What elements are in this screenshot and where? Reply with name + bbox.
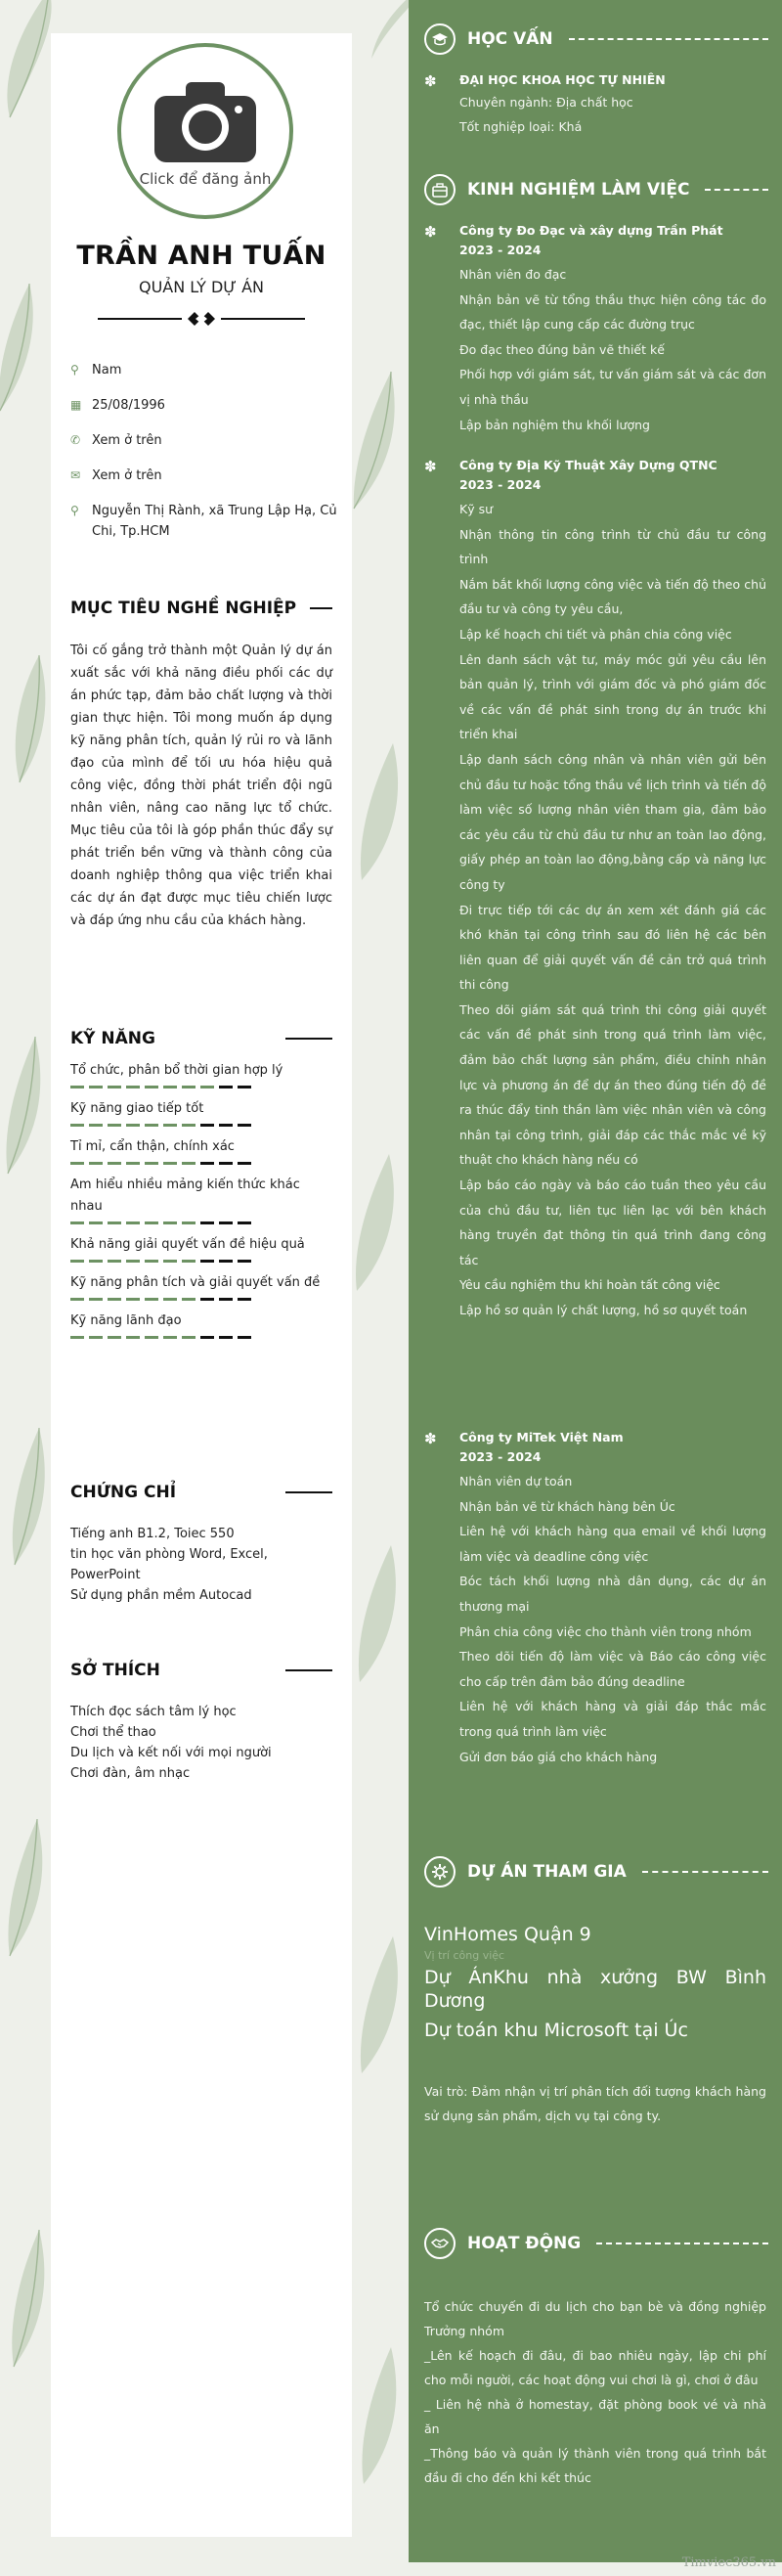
objective-text: Tôi cố gắng trở thành một Quản lý dự án xuất sắc với khả năng điều phối các dự án phức tạp, đảm bảo chất lượng và thời gian thực hiện. Tôi mong muốn áp dụng kỹ năng phân tích, quản lý rủi ro và lãnh đạo của mình để tối ưu hóa hiệu quả công việc, đồng thời phát triển đội ngũ nhân viên, nâng cao năng lực tổ chức. Mục tiêu của tôi là góp phần thúc đẩy sự phát triển bền vững và thành công của doanh nghiệp thông qua việc triển khai các dự án đạt được mục tiêu chiến lược và đáp ứng nhu cầu của khách hàng.: [70, 644, 332, 928]
info-address: [70, 501, 344, 542]
job-details: [459, 497, 766, 1323]
skill-item: [70, 1175, 332, 1224]
skill-item: [70, 1136, 332, 1165]
skill-level-segment: [126, 1086, 140, 1088]
job-line: Nhận bản vẽ từ khách hàng bên Úc: [459, 1498, 675, 1514]
skill-level-segment: [126, 1336, 140, 1339]
job-period: 2023 - 2024: [459, 243, 542, 257]
skill-level-segment: [238, 1124, 251, 1127]
personal-info: [70, 360, 344, 556]
skill-level-segment: [200, 1086, 214, 1088]
job-line: Nhận thông tin công trình từ chủ đầu tư công trình: [459, 526, 766, 567]
skill-item: [70, 1098, 332, 1127]
skill-level-segment: [145, 1221, 158, 1224]
hobbies-heading: [70, 1661, 332, 1680]
job-entry: [424, 456, 766, 1323]
hobby-item: Chơi thể thao: [70, 1725, 156, 1740]
job-line: Đo đạc theo đúng bản vẽ thiết kế: [459, 341, 665, 357]
certificate-item: Sử dụng phần mềm Autocad: [70, 1588, 252, 1603]
skill-level-segment: [182, 1124, 196, 1127]
info-phone: [70, 430, 344, 451]
skill-level-segment: [89, 1124, 103, 1127]
gender-icon: ⚲: [70, 363, 79, 377]
skill-level-segment: [108, 1162, 121, 1165]
skill-level-segment: [219, 1086, 233, 1088]
skill-level-segment: [108, 1260, 121, 1263]
skill-item: [70, 1234, 332, 1263]
briefcase-icon: [424, 174, 456, 205]
job-line: Liên hệ với khách hàng qua email về khối lượng làm việc và deadline công việc: [459, 1524, 766, 1564]
skill-level-segment: [89, 1336, 103, 1339]
skill-level-bar: [70, 1124, 332, 1127]
heading-dash: [569, 38, 768, 40]
address-value: Nguyễn Thị Rành, xã Trung Lập Hạ, Củ Chi, Tp.HCM: [92, 504, 337, 539]
skill-level-segment: [126, 1162, 140, 1165]
activity-line: _ Liên hệ nhà ở homestay, đặt phòng book vé và nhà ăn: [424, 2397, 766, 2436]
skill-level-segment: [108, 1124, 121, 1127]
skill-item: [70, 1060, 332, 1088]
skill-level-segment: [163, 1336, 177, 1339]
skill-level-segment: [89, 1298, 103, 1301]
skill-level-segment: [89, 1162, 103, 1165]
skill-level-segment: [126, 1298, 140, 1301]
heading-rule: [310, 607, 332, 609]
certificate-item: tin học văn phòng Word, Excel, PowerPoint: [70, 1547, 268, 1582]
info-birthday: [70, 395, 344, 416]
skill-level-segment: [70, 1124, 84, 1127]
handshake-icon: [424, 2228, 456, 2259]
skill-level-segment: [238, 1298, 251, 1301]
hobby-item: Thích đọc sách tâm lý học: [70, 1705, 237, 1719]
email-value: Xem ở trên: [92, 468, 162, 483]
skill-level-segment: [163, 1124, 177, 1127]
experience-title: KINH NGHIỆM LÀM VIỆC: [467, 180, 690, 200]
hobby-item: Chơi đàn, âm nhạc: [70, 1766, 191, 1781]
job-line: Lên danh sách vật tư, máy móc gửi yêu cầu lên bản quản lý, trình với giám đốc và phó giám đốc về các vấn đề phát sinh trong dự án trước khi triển khai: [459, 651, 766, 742]
skill-level-segment: [238, 1086, 251, 1088]
skill-level-segment: [145, 1298, 158, 1301]
skill-level-segment: [145, 1086, 158, 1088]
skill-level-segment: [182, 1298, 196, 1301]
job-line: Liên hệ với khách hàng và giải đáp thắc mắc trong quá trình làm việc: [459, 1699, 766, 1739]
skill-level-segment: [163, 1298, 177, 1301]
job-line: Nhận bản vẽ từ tổng thầu thực hiện công tác đo đạc, thiết lập cung cấp các đường trục: [459, 291, 766, 333]
certificates-heading: [70, 1483, 332, 1502]
skill-level-segment: [163, 1086, 177, 1088]
skills-title: KỸ NĂNG: [70, 1029, 155, 1048]
email-icon: ✉: [70, 468, 81, 482]
skill-level-segment: [219, 1162, 233, 1165]
certificates-title: CHỨNG CHỈ: [70, 1483, 177, 1502]
activities-title: HOẠT ĐỘNG: [467, 2234, 582, 2253]
activities-heading: [424, 2228, 782, 2259]
left-column: [51, 33, 352, 2537]
job-company: Công ty MiTek Việt Nam: [459, 1430, 624, 1444]
job-line: Theo dõi tiến độ làm việc và Báo cáo công việc cho cấp trên đảm bảo đúng deadline: [459, 1649, 766, 1689]
job-line: Đi trực tiếp tới các dự án xem xét đánh giá các khó khăn tại công trình sau đó liên hệ các bên liên quan để giải quyết vấn đề cản trở quá trình thi công: [459, 902, 766, 993]
hobbies-list: [70, 1702, 332, 1784]
job-line: Nhân viên đo đạc: [459, 267, 567, 282]
job-details: [459, 1469, 766, 1769]
heading-rule: [285, 1038, 332, 1040]
flower-bullet-icon: ✽: [424, 72, 437, 90]
flower-bullet-icon: ✽: [424, 223, 437, 241]
skill-level-segment: [145, 1260, 158, 1263]
skill-label: Khả năng giải quyết vấn đề hiệu quả: [70, 1237, 305, 1252]
skill-level-segment: [145, 1336, 158, 1339]
skill-level-segment: [219, 1221, 233, 1224]
project-role: Vai trò: Đảm nhận vị trí phân tích đối tượng khách hàng sử dụng sản phẩm, dịch vụ tại công ty.: [424, 2084, 766, 2123]
job-line: Nắm bắt khối lượng công việc và tiến độ theo chủ đầu tư và công ty yêu cầu,: [459, 576, 766, 617]
skills-heading: [70, 1029, 332, 1048]
job-line: Lập kế hoạch chi tiết và phân chia công việc: [459, 626, 732, 642]
skill-level-segment: [200, 1221, 214, 1224]
info-gender: [70, 360, 344, 380]
graduation-cap-icon: [424, 23, 456, 55]
education-major: Chuyên ngành: Địa chất học: [459, 95, 633, 110]
skill-level-segment: [70, 1298, 84, 1301]
skill-level-segment: [200, 1336, 214, 1339]
phone-icon: ✆: [70, 433, 81, 447]
skill-level-segment: [108, 1221, 121, 1224]
skill-level-bar: [70, 1298, 332, 1301]
objective-heading: [70, 599, 332, 618]
skills-list: [70, 1060, 332, 1339]
heading-rule: [285, 1669, 332, 1671]
projects-heading: [424, 1856, 782, 1888]
skill-level-segment: [108, 1298, 121, 1301]
heading-dash: [705, 189, 768, 191]
skill-label: Kỹ năng giao tiếp tốt: [70, 1101, 204, 1116]
skill-level-segment: [89, 1086, 103, 1088]
phone-value: Xem ở trên: [92, 433, 162, 448]
skill-level-segment: [108, 1086, 121, 1088]
skill-level-segment: [219, 1124, 233, 1127]
job-company: Công ty Đo Đạc và xây dựng Trần Phát: [459, 223, 723, 238]
skill-level-segment: [238, 1221, 251, 1224]
skill-level-segment: [200, 1260, 214, 1263]
job-details: [459, 262, 766, 437]
heading-rule: [285, 1491, 332, 1493]
skill-level-segment: [70, 1086, 84, 1088]
gear-icon: [424, 1856, 456, 1888]
projects-title: DỰ ÁN THAM GIA: [467, 1862, 627, 1882]
candidate-name: TRẦN ANH TUẤN: [76, 241, 326, 271]
job-entry: [424, 1428, 766, 1769]
school-name: ĐẠI HỌC KHOA HỌC TỰ NHIÊN: [459, 72, 666, 87]
flower-bullet-icon: ✽: [424, 458, 437, 475]
skill-item: [70, 1310, 332, 1339]
skill-label: Kỹ năng lãnh đạo: [70, 1313, 182, 1328]
skill-level-segment: [200, 1298, 214, 1301]
flower-bullet-icon: ✽: [424, 1430, 437, 1447]
project-item: Dự toán khu Microsoft tại Úc: [424, 2020, 688, 2041]
skill-level-segment: [108, 1336, 121, 1339]
job-line: Nhân viên dự toán: [459, 1474, 573, 1488]
camera-icon: [154, 82, 256, 162]
job-line: Theo dõi giám sát quá trình thi công giải quyết các vấn đề phát sinh trong quá trình làm việc, đảm bảo chất lượng sản phẩm, điều chỉnh nhân lực và phương án để dự án theo đúng tiến độ đề ra thúc đẩy tinh thần làm việc nhân viên và công nhân tại công trình, giải đáp các thắc mắc về kỹ thuật cho khách hàng nếu có: [459, 1001, 766, 1168]
job-line: Bóc tách khối lượng nhà dân dụng, các dự án thương mại: [459, 1574, 766, 1614]
activity-line: _Lên kế hoạch đi đâu, đi bao nhiêu ngày, lập chi phí cho mỗi người, các hoạt động vui chơi là gì, chơi ở đâu: [424, 2348, 766, 2387]
skill-level-segment: [89, 1221, 103, 1224]
skill-level-segment: [200, 1162, 214, 1165]
skill-level-segment: [126, 1221, 140, 1224]
objective-title: MỤC TIÊU NGHỀ NGHIỆP: [70, 599, 297, 618]
skill-level-segment: [163, 1221, 177, 1224]
skill-level-segment: [182, 1086, 196, 1088]
job-line: Phân chia công việc cho thành viên trong nhóm: [459, 1623, 752, 1639]
skill-level-segment: [182, 1260, 196, 1263]
project-faded-label: Vị trí công việc: [424, 1949, 505, 1962]
experience-heading: [424, 174, 782, 205]
certificates-section: [70, 1483, 332, 1606]
job-line: Gửi đơn báo giá cho khách hàng: [459, 1749, 658, 1764]
skill-label: Kỹ năng phân tích và giải quyết vấn đề: [70, 1275, 321, 1290]
hobbies-title: SỞ THÍCH: [70, 1661, 160, 1680]
job-line: Lập báo cáo ngày và báo cáo tuần theo yêu cầu của chủ đầu tư, liên tục liên lạc với bên khách hàng truyền đạt thông tin quá trình đang công tác: [459, 1177, 766, 1267]
job-line: Lập bản nghiệm thu khối lượng: [459, 417, 650, 432]
skill-label: Tổ chức, phân bổ thời gian hợp lý: [70, 1063, 283, 1078]
skill-level-segment: [70, 1336, 84, 1339]
education-entry: [424, 70, 766, 139]
activity-summary: Tổ chức chuyến đi du lịch cho bạn bè và đồng nghiệp Trưởng nhóm: [424, 2299, 766, 2338]
avatar-upload[interactable]: [117, 43, 293, 219]
skill-level-segment: [70, 1221, 84, 1224]
skills-section: [70, 1029, 332, 1349]
watermark: Timviec365.vn: [681, 2555, 776, 2570]
gender-value: Nam: [92, 363, 122, 378]
skill-level-segment: [182, 1162, 196, 1165]
skill-level-segment: [238, 1260, 251, 1263]
education-grade: Tốt nghiệp loại: Khá: [459, 119, 583, 134]
skill-level-segment: [89, 1260, 103, 1263]
heading-dash: [596, 2243, 768, 2244]
job-period: 2023 - 2024: [459, 477, 542, 492]
education-heading: [424, 23, 782, 55]
skill-level-bar: [70, 1260, 332, 1263]
skill-level-segment: [238, 1336, 251, 1339]
objective-section: [70, 599, 332, 932]
job-line: Lập danh sách công nhân và nhân viên gửi bên chủ đầu tư hoặc tổng thầu về lịch trình và tiến độ làm việc số lượng nhân viên tham gia, đảm bảo các yêu cầu từ chủ đầu tư như an toàn lao động, giấy phép an toàn lao động,bằng cấp và năng lực công ty: [459, 751, 766, 892]
info-email: [70, 466, 344, 486]
skill-item: [70, 1272, 332, 1301]
hobbies-section: [70, 1661, 332, 1784]
name-divider: [98, 310, 305, 328]
skill-level-segment: [126, 1124, 140, 1127]
job-line: Kỹ sư: [459, 502, 494, 516]
hobby-item: Du lịch và kết nối với mọi người: [70, 1746, 272, 1760]
location-icon: ⚲: [70, 504, 79, 517]
candidate-role: QUẢN LÝ DỰ ÁN: [139, 278, 264, 296]
heading-dash: [642, 1871, 768, 1873]
skill-level-bar: [70, 1162, 332, 1165]
skill-level-segment: [70, 1260, 84, 1263]
calendar-icon: ▦: [70, 398, 82, 412]
skill-level-segment: [163, 1162, 177, 1165]
activity-line: _Thông báo và quản lý thành viên trong quá trình bắt đầu đi cho đến khi kết thúc: [424, 2446, 766, 2485]
project-item: VinHomes Quận 9: [424, 1924, 591, 1945]
project-item: Dự ÁnKhu nhà xưởng BW Bình Dương: [424, 1967, 766, 2012]
activities-body: [424, 2294, 766, 2490]
skill-label: Am hiểu nhiều mảng kiến thức khác nhau: [70, 1177, 300, 1214]
skill-level-segment: [238, 1162, 251, 1165]
skill-label: Tỉ mỉ, cẩn thận, chính xác: [70, 1139, 235, 1154]
skill-level-bar: [70, 1086, 332, 1088]
skill-level-segment: [145, 1124, 158, 1127]
skill-level-segment: [219, 1336, 233, 1339]
job-line: Lập hồ sơ quản lý chất lượng, hồ sơ quyết toán: [459, 1303, 748, 1317]
skill-level-segment: [219, 1260, 233, 1263]
skill-level-bar: [70, 1221, 332, 1224]
skill-level-segment: [163, 1260, 177, 1263]
job-entry: [424, 221, 766, 437]
education-title: HỌC VẤN: [467, 29, 553, 49]
skill-level-segment: [182, 1221, 196, 1224]
job-company: Công ty Địa Kỹ Thuật Xây Dựng QTNC: [459, 458, 717, 472]
avatar-hint: Click để đăng ảnh: [139, 170, 272, 188]
job-line: Yêu cầu nghiệm thu khi hoàn tất công việc: [459, 1277, 720, 1293]
skill-level-segment: [126, 1260, 140, 1263]
skill-level-bar: [70, 1336, 332, 1339]
certificates-list: [70, 1524, 332, 1606]
birthday-value: 25/08/1996: [92, 398, 165, 413]
skill-level-segment: [200, 1124, 214, 1127]
skill-level-segment: [70, 1162, 84, 1165]
right-column: [409, 0, 782, 2562]
job-period: 2023 - 2024: [459, 1449, 542, 1464]
job-line: Phối hợp với giám sát, tư vấn giám sát và các đơn vị nhà thầu: [459, 367, 766, 407]
skill-level-segment: [219, 1298, 233, 1301]
projects-list: [424, 1923, 766, 2128]
skill-level-segment: [182, 1336, 196, 1339]
certificate-item: Tiếng anh B1.2, Toiec 550: [70, 1527, 235, 1541]
skill-level-segment: [145, 1162, 158, 1165]
